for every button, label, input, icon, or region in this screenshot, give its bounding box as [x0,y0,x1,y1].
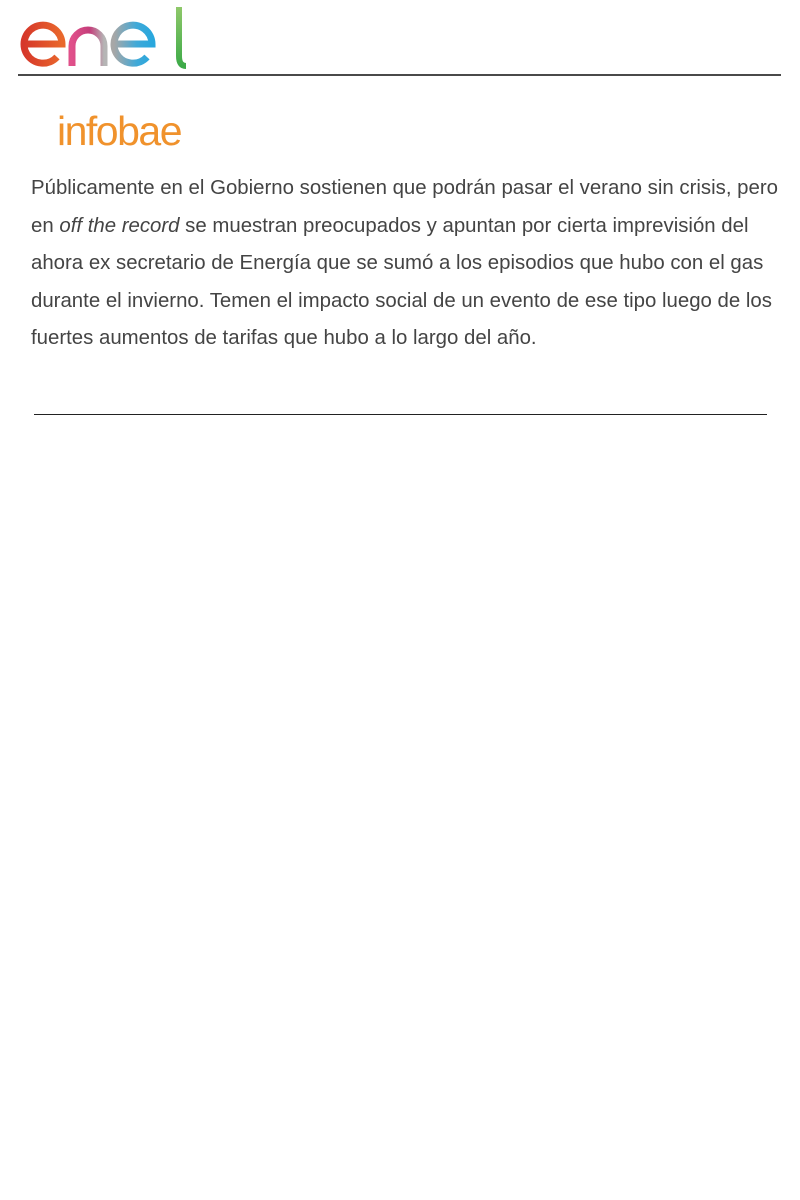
logo-letter-e1 [24,25,62,63]
logo-letter-l [179,7,186,66]
logo-letter-n [72,30,104,66]
source-name: infobae [57,108,182,154]
article-text-italic: off the record [59,214,180,237]
article-text-part2: se muestran preocupados y apuntan por cierta imprevisión del ahora ex secretario de Energía que se sumó a los episodios que hubo con el gas durante el invierno. Temen el impacto social de un evento de ese tipo luego de los fuertes aumentos de tarifas que hubo a lo largo del año. [31,214,772,349]
header-divider [18,74,781,76]
article-divider [34,414,767,415]
article-text-part1: Públicamente en el Gobierno sostienen que podrán pasar el verano sin crisis, pero en [31,177,778,237]
enel-logo[interactable] [18,4,193,70]
logo-letter-e2 [114,25,152,63]
article-paragraph [31,170,783,358]
